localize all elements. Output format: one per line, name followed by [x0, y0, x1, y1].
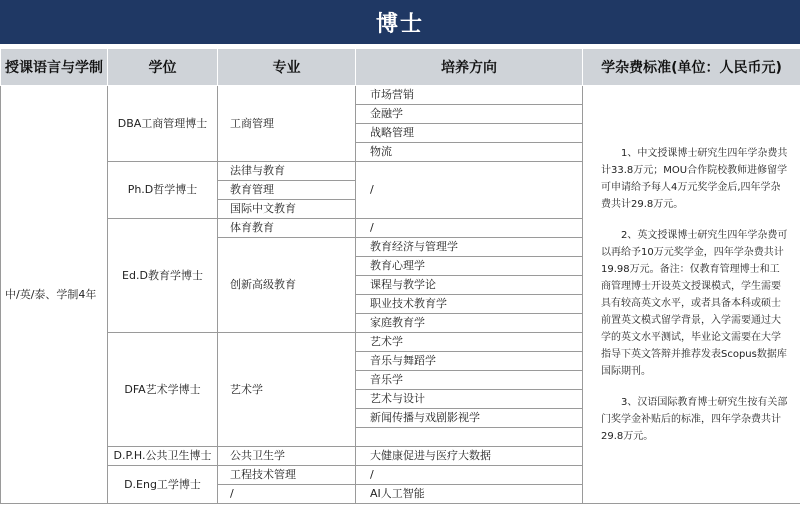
direction-spacer [356, 428, 583, 447]
fee-item-3: 3、汉语国际教育博士研究生按有关部门奖学金补贴后的标准，四年学杂费共计29.8万元。 [601, 396, 788, 442]
degree-dph: D.P.H.公共卫生博士 [108, 447, 218, 466]
header-major: 专业 [218, 49, 356, 86]
direction-finance: 金融学 [356, 105, 583, 124]
direction-vocational: 职业技术教育学 [356, 295, 583, 314]
direction-ai: AI人工智能 [356, 485, 583, 504]
direction-pe-none: / [356, 219, 583, 238]
direction-edu-psychology: 教育心理学 [356, 257, 583, 276]
degree-dfa: DFA艺术学博士 [108, 333, 218, 447]
direction-curriculum: 课程与教学论 [356, 276, 583, 295]
degree-dba: DBA工商管理博士 [108, 86, 218, 162]
direction-logistics: 物流 [356, 143, 583, 162]
major-public-health: 公共卫生学 [218, 447, 356, 466]
direction-marketing: 市场营销 [356, 86, 583, 105]
header-direction: 培养方向 [356, 49, 583, 86]
direction-art-design: 艺术与设计 [356, 390, 583, 409]
degree-edd: Ed.D教育学博士 [108, 219, 218, 333]
table-row [1, 86, 800, 105]
header-degree: 学位 [108, 49, 218, 86]
direction-family-edu: 家庭教育学 [356, 314, 583, 333]
fee-item-2: 2、英文授课博士研究生四年学杂费可以再给予10万元奖学金，四年学杂费共计19.98万元。备注：仅教育管理博士和工商管理博士开设英文授课模式，学生需要具有较高英文水平，或者具备本科或硕士前置英文模式留学背景，入学需要通过大学的英文水平测试，毕业论文需要在大学指导下英文答辩并推荐发表Scopus数据库国际期刊。 [601, 229, 788, 377]
direction-media-film: 新闻传播与戏剧影视学 [356, 409, 583, 428]
language-duration-cell: 中/英/泰、学制4年 [1, 86, 108, 504]
major-intl-chinese-ed: 国际中文教育 [218, 200, 356, 219]
direction-big-health: 大健康促进与医疗大数据 [356, 447, 583, 466]
degree-phd: Ph.D哲学博士 [108, 162, 218, 219]
tuition-table [0, 48, 800, 504]
header-fee: 学杂费标准(单位：人民币元) [583, 49, 800, 86]
header-language-duration: 授课语言与学制 [1, 49, 108, 86]
direction-art: 艺术学 [356, 333, 583, 352]
direction-eng-none: / [356, 466, 583, 485]
direction-musicology: 音乐学 [356, 371, 583, 390]
table-header-row [1, 49, 800, 86]
direction-music-dance: 音乐与舞蹈学 [356, 352, 583, 371]
major-law-education: 法律与教育 [218, 162, 356, 181]
page-title: 博士 [0, 0, 800, 44]
degree-deng: D.Eng工学博士 [108, 466, 218, 504]
major-edu-management: 教育管理 [218, 181, 356, 200]
major-deng-none: / [218, 485, 356, 504]
direction-phd-none: / [356, 162, 583, 219]
fee-item-1: 1、中文授课博士研究生四年学杂费共计33.8万元；MOU合作院校教师进修留学可申请给予每人4万元奖学金后,四年学杂费共计29.8万元。 [601, 147, 788, 210]
major-art: 艺术学 [218, 333, 356, 447]
direction-edu-econ-mgmt: 教育经济与管理学 [356, 238, 583, 257]
major-business-admin: 工商管理 [218, 86, 356, 162]
major-innovative-higher-ed: 创新高级教育 [218, 238, 356, 333]
major-pe-education: 体育教育 [218, 219, 356, 238]
major-eng-tech-mgmt: 工程技术管理 [218, 466, 356, 485]
fee-standard-cell [583, 86, 800, 504]
direction-strategy: 战略管理 [356, 124, 583, 143]
